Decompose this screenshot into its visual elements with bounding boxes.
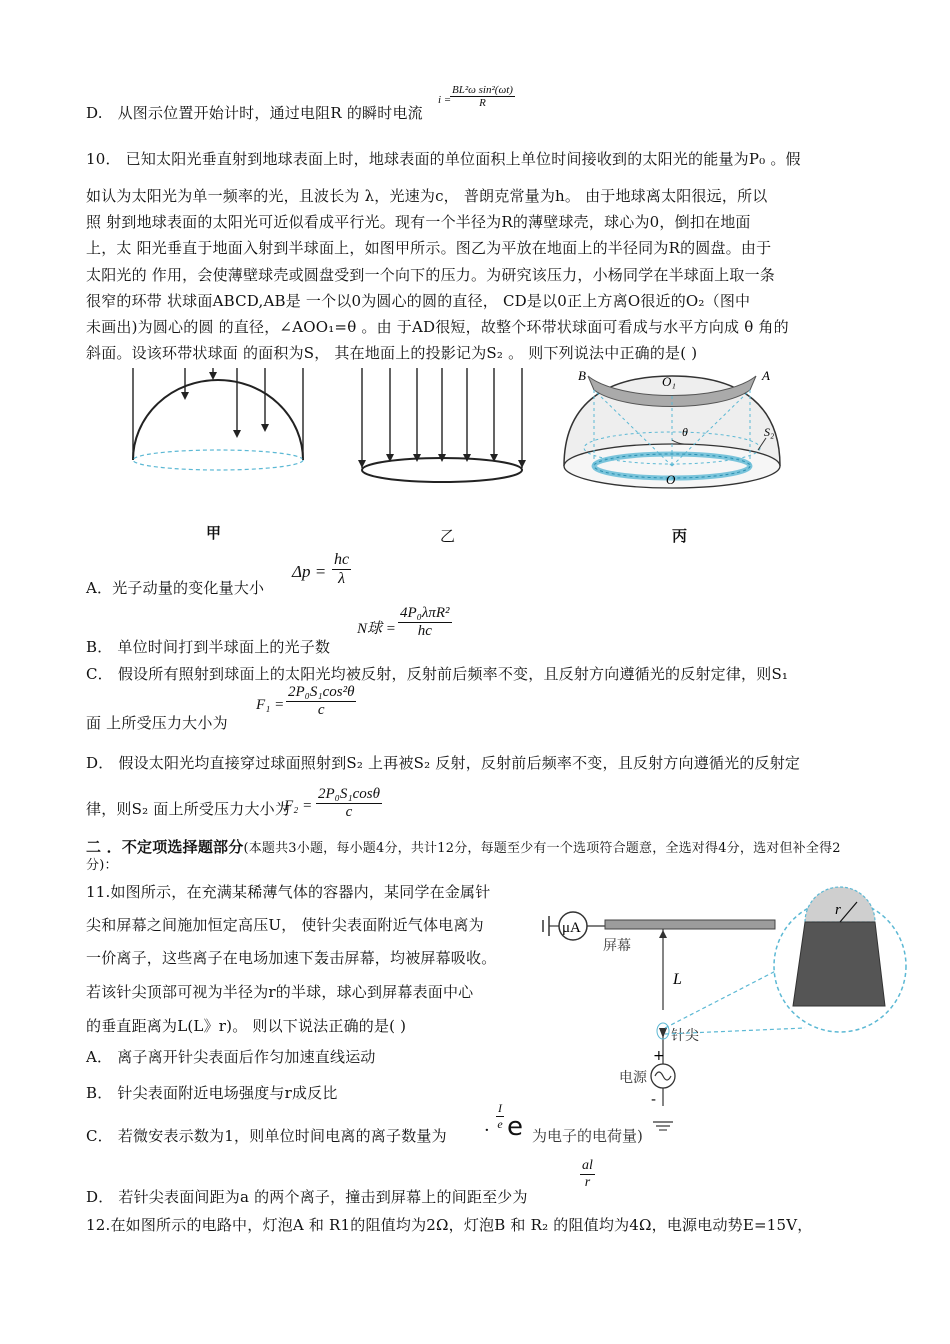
q10-option-c-line1: C． 假设所有照射到球面上的太阳光均被反射，反射前后频率不变，且反射方向遵循光的反射定律，则S₁: [86, 665, 789, 683]
q10-b-lhs: N球 =: [357, 621, 396, 637]
tip-label: 针尖: [671, 1028, 699, 1044]
q11-option-d: D． 若针尖表面间距为a 的两个离子，撞击到屏幕上的间距至少为: [86, 1188, 528, 1206]
q11-stem-5: 的垂直距离为L(L》r)。 则以下说法正确的是( ): [86, 1017, 407, 1035]
q10-a-lhs: Δp =: [292, 562, 327, 581]
fig-mark-o1: O₁: [662, 374, 676, 389]
q10-option-c-line2: 面 上所受压力大小为: [86, 714, 228, 732]
q11-option-a: A． 离子离开针尖表面后作匀加速直线运动: [86, 1048, 376, 1066]
source-label: 电源: [619, 1070, 647, 1086]
q10-b-frac: 4P₀λπR² hc: [400, 605, 450, 639]
q11-stem-1: 11.如图所示，在充满某稀薄气体的容器内，某同学在金属针: [86, 883, 491, 901]
q9-option-d: D. 从图示位置开始计时，通过电阻R 的瞬时电流: [86, 104, 423, 122]
caption-yi: 乙: [440, 527, 456, 545]
fig-mark-theta: θ: [682, 425, 688, 439]
q11-stem-2: 尖和屏幕之间施加恒定高压U， 使针尖表面附近气体电离为: [86, 916, 484, 934]
q10-stem-1: 10． 已知太阳光垂直射到地球表面上时，地球表面的单位面积上单位时间接收到的太阳光的能量为P₀ 。假: [86, 150, 801, 168]
q10-a-frac: $\frac{hc}{\lambda}$: [334, 551, 350, 587]
fig-mark-a: A: [762, 368, 770, 383]
q10-stem-2: 如认为太阳光为单一频率的光，且波长为 λ，光速为c， 普朗克常量为h。 由于地球离太阳很远，所以: [86, 187, 768, 205]
q10-stem-3: 照 射到地球表面的太阳光可近似看成平行光。现有一个半径为R的薄壁球壳，球心为0，倒扣在地面: [86, 213, 751, 231]
figure-jia: [125, 368, 310, 488]
minus-sign: -: [651, 1092, 657, 1108]
q10-option-b: B． 单位时间打到半球面上的光子数: [86, 638, 331, 656]
q11-c-dot: ·: [484, 1120, 490, 1141]
q10-d-frac: $\frac{\text{2P₀S₁cosθ}}{c}$: [318, 786, 380, 820]
fig-mark-o: O: [666, 472, 676, 487]
figure-yi: [352, 368, 537, 488]
q10-stem-4: 上，太 阳光垂直于地面入射到半球面上，如图甲所示。图乙为平放在地面上的半径同为R的圆盘。由于: [86, 239, 772, 257]
section2-header: 二 ．不定项选择题部分(本题共3小题，每小题4分，共计12分，每题至少有一个选项符合题意，全选对得4分，选对但补全得2: [86, 838, 841, 856]
q11-stem-4: 若该针尖顶部可视为半径为r的半球，球心到屏幕表面中心: [86, 983, 474, 1001]
q12-stem: 12.在如图所示的电路中，灯泡A 和 R1的阻值均为2Ω，灯泡B 和 R₂ 的阻值均为4Ω，电源电动势E=15V，: [86, 1216, 813, 1234]
q11-option-b: B． 针尖表面附近电场强度与r成反比: [86, 1084, 338, 1102]
q10-option-d-line2: 律，则S₂ 面上所受压力大小为: [86, 800, 291, 818]
q11-c-e: e: [507, 1112, 523, 1142]
q10-stem-8: 斜面。设该环带状球面 的面积为S， 其在地面上的投影记为S₂ 。 则下列说法中正确的是( ): [86, 344, 698, 362]
fig-mark-b: B: [578, 368, 586, 383]
q9-formula-lhs: i =: [438, 94, 452, 106]
q10-c-frac: $\frac{\text{2P₀S₁cos²θ}}{c}$: [288, 684, 355, 718]
distance-l: L: [673, 971, 682, 988]
q10-stem-7: 未画出)为圆心的圆 的直径，∠AOO₁=θ 。由 于AD很短，故整个环带状球面可看成与水平方向成 θ 角的: [86, 318, 789, 336]
q10-stem-5: 太阳光的 作用，会使薄壁球壳或圆盘受到一个向下的压力。为研究该压力，小杨同学在半球面上取一条: [86, 266, 775, 284]
q11-option-c: C． 若微安表示数为1，则单位时间电离的离子数量为: [86, 1127, 447, 1145]
q11-stem-3: 一价离子，这些离子在电场加速下轰击屏幕，均被屏幕吸收。: [86, 949, 497, 967]
q10-c-lhs: F₁ =: [256, 697, 285, 713]
figure-bing: [560, 368, 785, 498]
q11-c-tail: 为电子的电荷量): [532, 1127, 643, 1145]
plus-sign: +: [653, 1048, 665, 1064]
section2-note-2: 分)：: [86, 858, 118, 873]
caption-jia: 甲: [206, 524, 222, 542]
q11-d-frac: $\frac{al}{r}$: [582, 1158, 593, 1190]
screen-label: 屏幕: [603, 938, 631, 954]
figure-q11: [535, 878, 910, 1140]
q10-d-lhs: F₂ =: [284, 798, 313, 814]
meter-label: μA: [562, 920, 581, 936]
radius-r: r: [835, 902, 841, 918]
fig-mark-s2: S₂: [764, 425, 775, 439]
caption-bing: 丙: [672, 527, 688, 545]
q10-stem-6: 很窄的环带 状球面ABCD,AB是 一个以0为圆心的圆的直径， CD是以0正上方离O很近的O₂（图中: [86, 292, 751, 310]
q9-formula-frac: $\frac{\text{BL²ω sin²(ωt)}}{R}$: [452, 84, 513, 109]
q11-c-frac: $\frac{I}{e}$: [497, 1101, 503, 1131]
q10-option-d-line1: D． 假设太阳光均直接穿过球面照射到S₂ 上再被S₂ 反射，反射前后频率不变，且反射方向遵循光的反射定: [86, 754, 801, 772]
q10-option-a: A．光子动量的变化量大小: [86, 579, 265, 597]
